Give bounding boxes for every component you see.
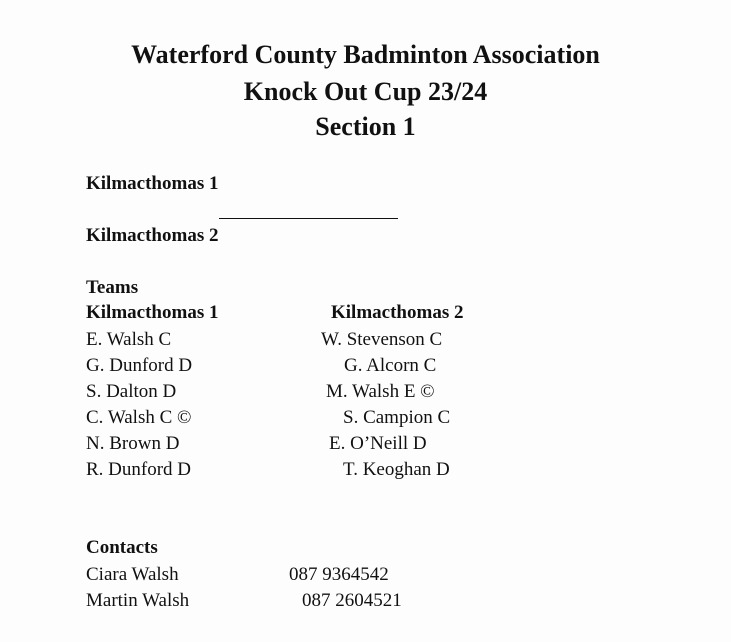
- team2-player: E. O’Neill D: [329, 433, 427, 454]
- contact-name: Ciara Walsh: [86, 564, 179, 585]
- contact-phone: 087 9364542: [289, 564, 389, 585]
- association-title: Waterford County Badminton Association: [131, 40, 600, 69]
- team1-name: Kilmacthomas 1: [86, 302, 219, 323]
- team2-player: G. Alcorn C: [344, 355, 437, 376]
- contact-phone: 087 2604521: [302, 590, 402, 611]
- team1-player: C. Walsh C ©: [86, 407, 192, 428]
- team2-player: T. Keoghan D: [343, 459, 450, 480]
- team1-player: G. Dunford D: [86, 355, 193, 376]
- contact-name: Martin Walsh: [86, 590, 190, 611]
- team2-player: W. Stevenson C: [321, 329, 443, 350]
- team1-player: N. Brown D: [86, 433, 180, 454]
- contacts-heading: Contacts: [86, 537, 158, 558]
- section-title: Section 1: [315, 112, 416, 141]
- team1-player: E. Walsh C: [86, 329, 172, 350]
- team1-player: S. Dalton D: [86, 381, 177, 402]
- competition-title: Knock Out Cup 23/24: [243, 77, 488, 106]
- team2-player: S. Campion C: [343, 407, 451, 428]
- teams-heading: Teams: [86, 277, 139, 298]
- result-line: [219, 218, 398, 219]
- fixture-home-team: Kilmacthomas 1: [86, 173, 219, 194]
- fixture-away-team: Kilmacthomas 2: [86, 225, 219, 246]
- team2-player: M. Walsh E ©: [326, 381, 435, 402]
- team2-name: Kilmacthomas 2: [331, 302, 464, 323]
- team1-player: R. Dunford D: [86, 459, 192, 480]
